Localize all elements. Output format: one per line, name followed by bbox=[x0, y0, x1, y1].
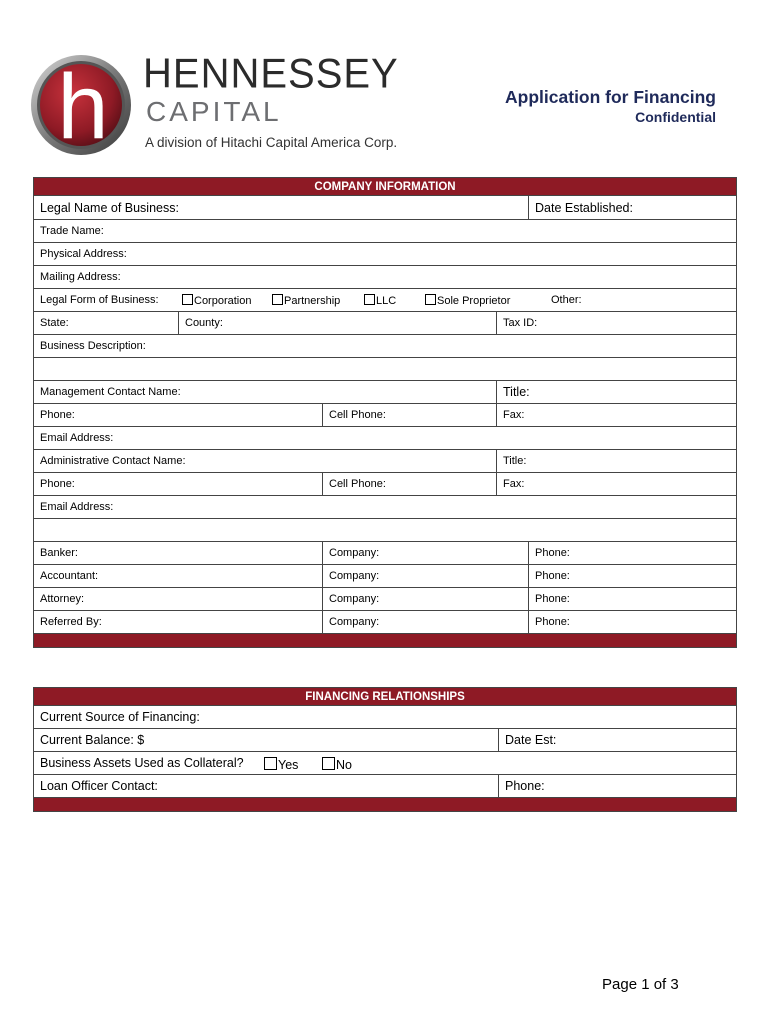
tax-id-field[interactable]: Tax ID: bbox=[497, 312, 737, 335]
admin-phone-field[interactable]: Phone: bbox=[34, 473, 323, 496]
admin-contact-field[interactable]: Administrative Contact Name: bbox=[34, 450, 497, 473]
mgmt-phone-field[interactable]: Phone: bbox=[34, 404, 323, 427]
attorney-company-field[interactable]: Company: bbox=[323, 588, 529, 611]
checkbox-icon[interactable] bbox=[364, 294, 375, 305]
company-information-table bbox=[33, 177, 737, 648]
mailing-address-field[interactable]: Mailing Address: bbox=[34, 266, 737, 289]
document-title: Application for Financing bbox=[505, 87, 716, 107]
banker-company-field[interactable]: Company: bbox=[323, 542, 529, 565]
financing-relationships-table bbox=[33, 687, 737, 812]
business-description-field[interactable]: Business Description: bbox=[34, 335, 737, 358]
mgmt-fax-field[interactable]: Fax: bbox=[497, 404, 737, 427]
financing-footer-bar bbox=[34, 798, 737, 812]
banker-phone-field[interactable]: Phone: bbox=[529, 542, 737, 565]
checkbox-icon[interactable] bbox=[272, 294, 283, 305]
trade-name-field[interactable]: Trade Name: bbox=[34, 220, 737, 243]
business-description-blank[interactable] bbox=[34, 358, 737, 381]
management-title-field[interactable]: Title: bbox=[497, 381, 737, 404]
loan-officer-phone-field[interactable]: Phone: bbox=[499, 775, 737, 798]
checkbox-icon[interactable] bbox=[425, 294, 436, 305]
loan-officer-field[interactable]: Loan Officer Contact: bbox=[34, 775, 499, 798]
referred-company-field[interactable]: Company: bbox=[323, 611, 529, 634]
management-contact-field[interactable]: Management Contact Name: bbox=[34, 381, 497, 404]
brand-subname: CAPITAL bbox=[146, 96, 282, 127]
attorney-phone-field[interactable]: Phone: bbox=[529, 588, 737, 611]
accountant-phone-field[interactable]: Phone: bbox=[529, 565, 737, 588]
partnership-option[interactable]: Partnership bbox=[272, 294, 340, 307]
collateral-row bbox=[34, 752, 737, 775]
state-field[interactable]: State: bbox=[34, 312, 179, 335]
checkbox-icon[interactable] bbox=[264, 757, 277, 770]
legal-form-row bbox=[34, 289, 737, 312]
other-option[interactable]: Other: bbox=[551, 294, 582, 306]
section-footer-bar bbox=[34, 634, 737, 648]
corporation-option[interactable]: Corporation bbox=[182, 294, 251, 307]
admin-email-field[interactable]: Email Address: bbox=[34, 496, 737, 519]
checkbox-icon[interactable] bbox=[322, 757, 335, 770]
legal-name-field[interactable]: Legal Name of Business: bbox=[34, 196, 529, 220]
sole-proprietor-option[interactable]: Sole Proprietor bbox=[425, 294, 510, 307]
date-est-field[interactable]: Date Est: bbox=[499, 729, 737, 752]
admin-cell-phone-field[interactable]: Cell Phone: bbox=[323, 473, 497, 496]
accountant-field[interactable]: Accountant: bbox=[34, 565, 323, 588]
mgmt-email-field[interactable]: Email Address: bbox=[34, 427, 737, 450]
current-balance-field[interactable]: Current Balance: $ bbox=[34, 729, 499, 752]
date-established-field[interactable]: Date Established: bbox=[529, 196, 737, 220]
current-source-field[interactable]: Current Source of Financing: bbox=[34, 706, 737, 729]
referred-by-field[interactable]: Referred By: bbox=[34, 611, 323, 634]
brand-name: HENNESSEY bbox=[143, 50, 399, 98]
document-subtitle: Confidential bbox=[635, 109, 716, 125]
banker-field[interactable]: Banker: bbox=[34, 542, 323, 565]
physical-address-field[interactable]: Physical Address: bbox=[34, 243, 737, 266]
brand-division: A division of Hitachi Capital America Corp. bbox=[145, 135, 398, 150]
attorney-field[interactable]: Attorney: bbox=[34, 588, 323, 611]
no-option[interactable]: No bbox=[322, 757, 352, 772]
hennessey-logo-icon bbox=[30, 54, 132, 156]
page-number: Page 1 of 3 bbox=[602, 976, 679, 993]
yes-option[interactable]: Yes bbox=[264, 757, 298, 772]
county-field[interactable]: County: bbox=[179, 312, 497, 335]
company-info-header: COMPANY INFORMATION bbox=[34, 178, 737, 196]
financing-header: FINANCING RELATIONSHIPS bbox=[34, 688, 737, 706]
referred-phone-field[interactable]: Phone: bbox=[529, 611, 737, 634]
accountant-company-field[interactable]: Company: bbox=[323, 565, 529, 588]
checkbox-icon[interactable] bbox=[182, 294, 193, 305]
legal-form-label: Legal Form of Business: bbox=[40, 294, 159, 306]
admin-fax-field[interactable]: Fax: bbox=[497, 473, 737, 496]
blank-row[interactable] bbox=[34, 519, 737, 542]
logo-letter: h bbox=[57, 56, 109, 156]
collateral-label: Business Assets Used as Collateral? bbox=[40, 756, 244, 770]
admin-title-field[interactable]: Title: bbox=[497, 450, 737, 473]
llc-option[interactable]: LLC bbox=[364, 294, 396, 307]
mgmt-cell-phone-field[interactable]: Cell Phone: bbox=[323, 404, 497, 427]
